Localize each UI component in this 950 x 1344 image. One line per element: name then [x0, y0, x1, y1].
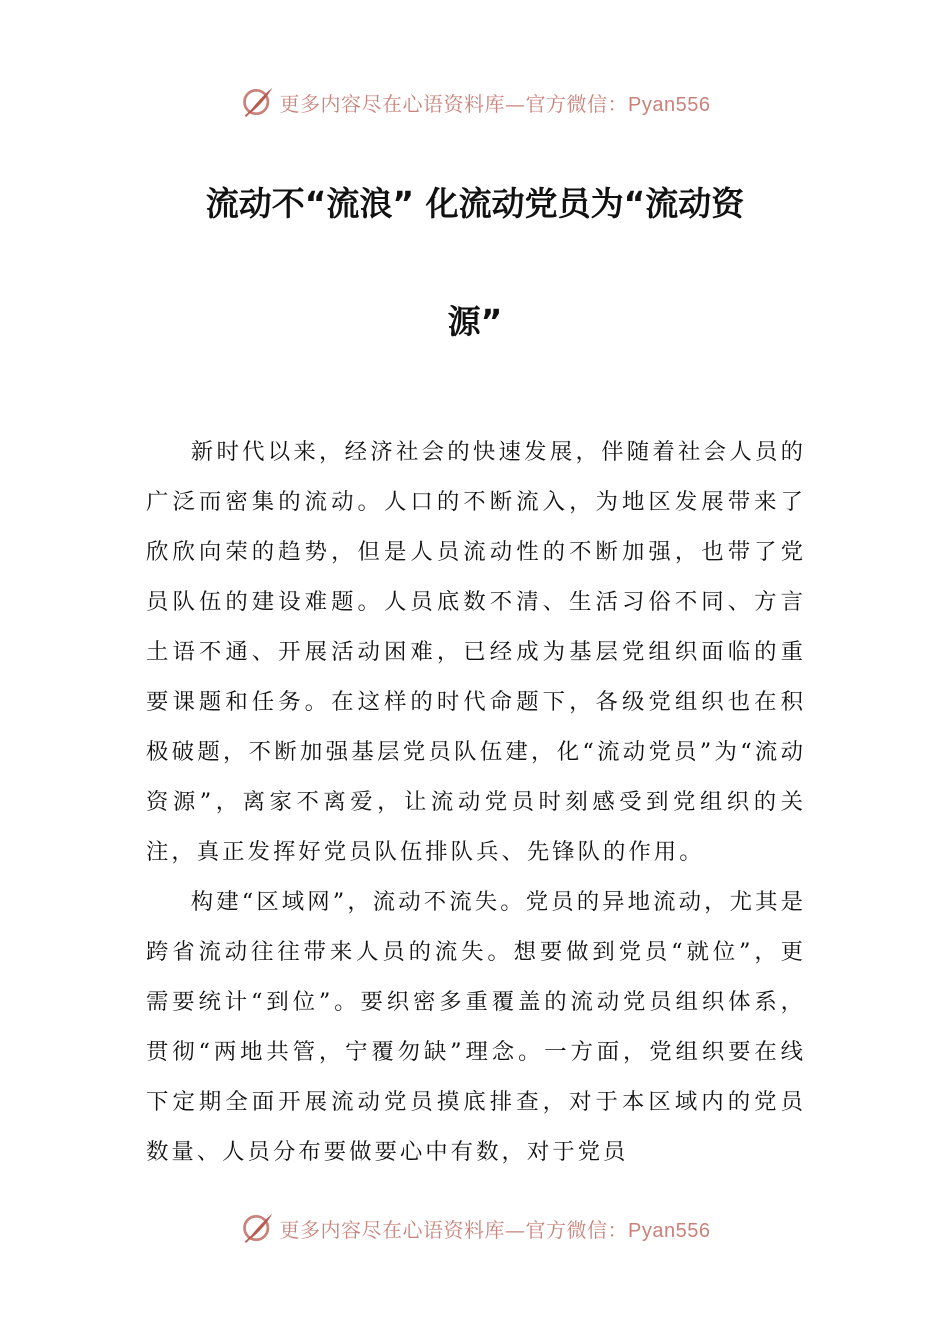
paragraph-1: 新时代以来，经济社会的快速发展，伴随着社会人员的广泛而密集的流动。人口的不断流入，为地区发展带来了欣欣向荣的趋势，但是人员流动性的不断加强，也带了党员队伍的建设难题。人员底数不清、生活习俗不同、方言土语不通、开展活动困难，已经成为基层党组织面临的重要课题和任务。在这样的时代命题下，各级党组织也在积极破题，不断加强基层党员队伍建，化“流动党员”为“流动资源”，离家不离爱，让流动党员时刻感受到党组织的关注，真正发挥好党员队伍排队兵、先锋队的作用。	[146, 439, 806, 865]
quill-logo-icon	[240, 84, 276, 120]
watermark-banner-bottom	[0, 1208, 950, 1248]
wechat-id: Pyan556	[628, 1219, 711, 1242]
document-title-line-2: 源”	[447, 302, 503, 341]
document-body	[146, 427, 806, 1177]
wechat-id: Pyan556	[628, 93, 711, 116]
watermark-banner-top	[0, 82, 950, 122]
paragraph-2: 构建“区域网”，流动不流失。党员的异地流动，尤其是跨省流动往往带来人员的流失。想要做到党员“就位”，更需要统计“到位”。要织密多重覆盖的流动党员组织体系，贯彻“两地共管，宁覆勿缺”理念。一方面，党组织要在线下定期全面开展流动党员摸底排查，对于本区域内的党员数量、人员分布要做要心中有数，对于党员	[146, 889, 806, 1165]
document-title-line-1: 流动不“流浪” 化流动党员为“流动资	[205, 184, 745, 223]
watermark-text: 更多内容尽在心语资料库—官方微信：Pyan556	[279, 91, 711, 116]
quill-logo-icon	[240, 1210, 276, 1246]
watermark-text: 更多内容尽在心语资料库—官方微信：Pyan556	[279, 1217, 711, 1242]
